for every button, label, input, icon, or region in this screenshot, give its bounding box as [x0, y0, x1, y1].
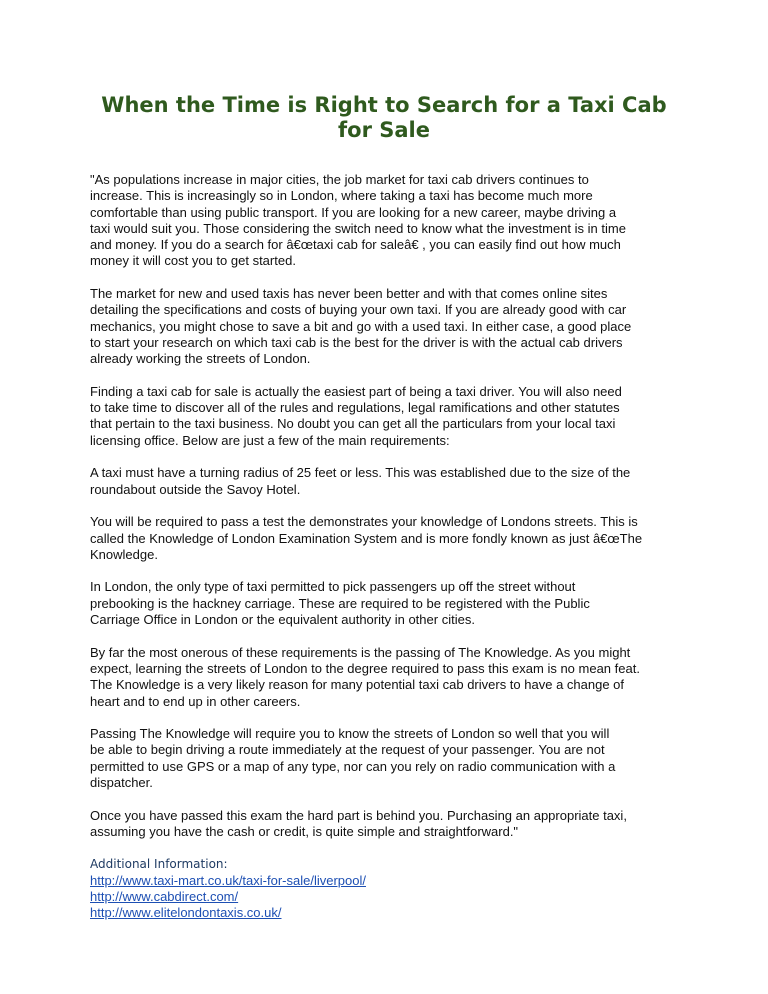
- additional-information-label: Additional Information:: [90, 857, 228, 872]
- link-elitelondontaxis[interactable]: http://www.elitelondontaxis.co.uk/: [90, 905, 282, 921]
- paragraph: By far the most onerous of these requirements is the passing of The Knowledge. As you might expect, learning the streets of London to the degree required to pass this exam is no mean feat. The Knowledge is a very likely reason for many potential taxi cab drivers to have a change of heart and to end up in other careers.: [90, 644, 640, 709]
- document-title: When the Time is Right to Search for a Taxi Cab for Sale: [101, 93, 667, 142]
- paragraph: In London, the only type of taxi permitted to pick passengers up off the street without prebooking is the hackney carriage. These are required to be registered with the Public Carriage Office in London or the equivalent authority in other cities.: [90, 579, 590, 628]
- paragraph: A taxi must have a turning radius of 25 feet or less. This was established due to the size of the roundabout outside the Savoy Hotel.: [90, 465, 631, 497]
- link-item: [90, 905, 690, 921]
- paragraph: "As populations increase in major cities, the job market for taxi cab drivers continues to increase. This is increasingly so in London, where taking a taxi has become much more comfortable than using public transport. If you are looking for a new career, maybe driving a taxi would suit you. Those considering the switch need to know what the investment is in time and money. If you do a search for â€œtaxi cab for saleâ€ , you can easily find out how much money it will cost you to get started.: [90, 172, 626, 269]
- link-taxi-mart[interactable]: http://www.taxi-mart.co.uk/taxi-for-sale/liverpool/: [90, 872, 366, 888]
- link-item: [90, 873, 690, 889]
- document-body: [90, 172, 690, 922]
- link-list: [90, 873, 690, 922]
- paragraph: Passing The Knowledge will require you to know the streets of London so well that you will be able to begin driving a route immediately at the request of your passenger. You are not permitted to use GPS or a map of any type, nor can you rely on radio communication with a dispatcher.: [90, 726, 616, 790]
- link-cabdirect[interactable]: http://www.cabdirect.com/: [90, 889, 239, 905]
- link-item: [90, 889, 690, 905]
- paragraph: Finding a taxi cab for sale is actually the easiest part of being a taxi driver. You will also need to take time to discover all of the rules and regulations, legal ramifications and other statutes that pertain to the taxi business. No doubt you can get all the particulars from your local taxi licensing office. Below are just a few of the main requirements:: [90, 383, 622, 448]
- paragraph: The market for new and used taxis has never been better and with that comes online sites detailing the specifications and costs of buying your own taxi. If you are already good with car mechanics, you might chose to save a bit and go with a used taxi. In either case, a good place to start your research on which taxi cab is the best for the driver is with the actual cab drivers already working the streets of London.: [90, 286, 632, 367]
- paragraph: You will be required to pass a test the demonstrates your knowledge of Londons streets. This is called the Knowledge of London Examination System and is more fondly known as just â€œThe Knowledge.: [90, 514, 643, 562]
- paragraph: Once you have passed this exam the hard part is behind you. Purchasing an appropriate taxi, assuming you have the cash or credit, is quite simple and straightforward.": [90, 807, 627, 839]
